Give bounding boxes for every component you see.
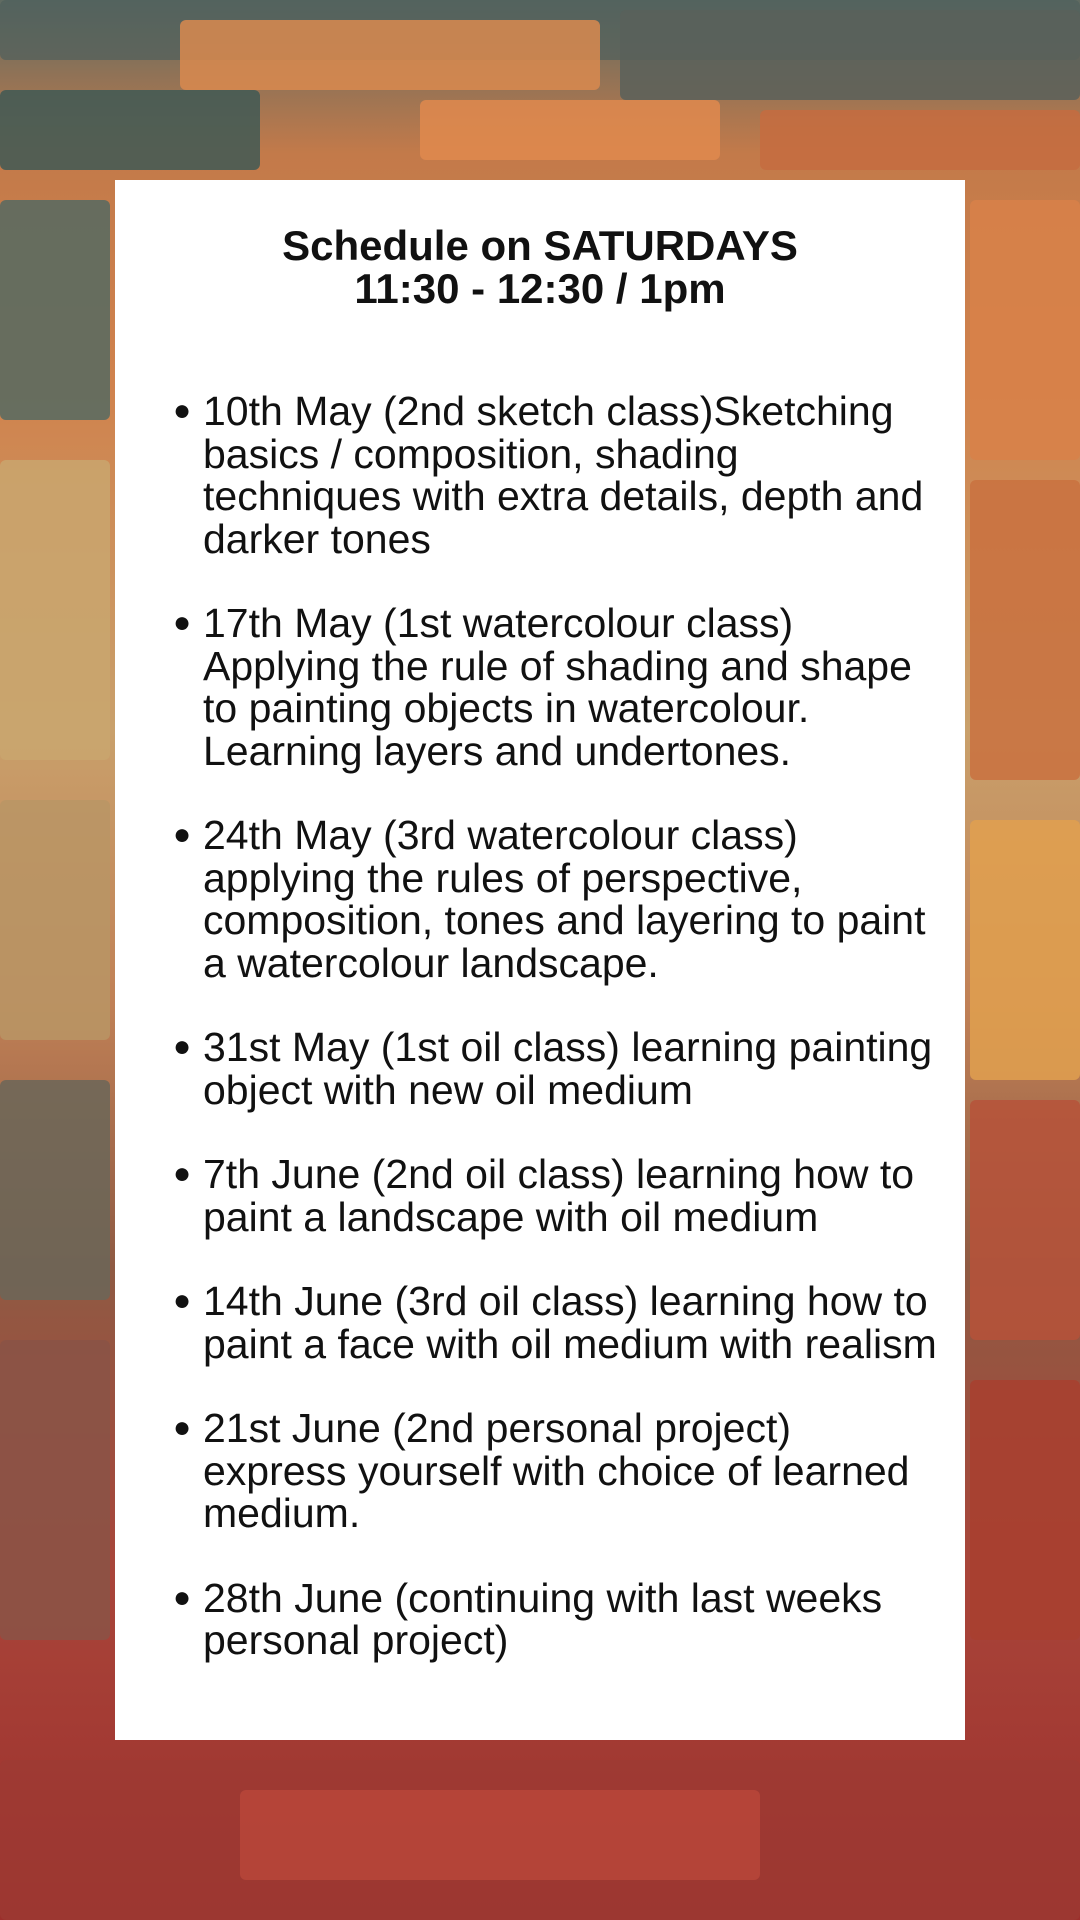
bullet-icon: ● <box>173 394 192 427</box>
list-item <box>173 1574 943 1663</box>
list-item <box>173 1405 943 1536</box>
list-item <box>173 388 943 562</box>
bullet-icon: ● <box>173 1284 192 1317</box>
schedule-title <box>115 224 965 310</box>
list-item-text: 17th May (1st watercolour class) Applying the rule of shading and shape to painting objects in watercolour. Learning layers and undertones. <box>203 600 912 774</box>
bullet-icon: ● <box>173 818 192 851</box>
schedule-title-line1: Schedule on SATURDAYS <box>282 222 798 269</box>
list-item <box>173 1278 943 1367</box>
bullet-icon: ● <box>173 1411 192 1444</box>
list-item <box>173 812 943 986</box>
list-item-text: 28th June (continuing with last weeks personal project) <box>203 1574 883 1663</box>
list-item-text: 31st May (1st oil class) learning painting object with new oil medium <box>203 1024 933 1113</box>
list-item <box>173 600 943 774</box>
schedule-time: 11:30 - 12:30 / 1pm <box>354 265 726 312</box>
list-item <box>173 1151 943 1240</box>
schedule-card <box>115 180 965 1740</box>
list-item-text: 10th May (2nd sketch class)Sketching basics / composition, shading techniques with extra details, depth and darker tones <box>203 388 924 562</box>
bullet-icon: ● <box>173 1030 192 1063</box>
bullet-icon: ● <box>173 1157 192 1190</box>
schedule-list <box>173 388 943 1704</box>
bullet-icon: ● <box>173 606 192 639</box>
bullet-icon: ● <box>173 1580 192 1614</box>
list-item-text: 24th May (3rd watercolour class) applying the rules of perspective, composition, tones and layering to paint a watercolour landscape. <box>203 812 926 986</box>
list-item-text: 21st June (2nd personal project) express yourself with choice of learned medium. <box>203 1405 910 1536</box>
list-item-text: 7th June (2nd oil class) learning how to paint a landscape with oil medium <box>203 1151 915 1240</box>
list-item <box>173 1024 943 1113</box>
list-item-text: 14th June (3rd oil class) learning how to paint a face with oil medium with realism <box>203 1278 937 1367</box>
